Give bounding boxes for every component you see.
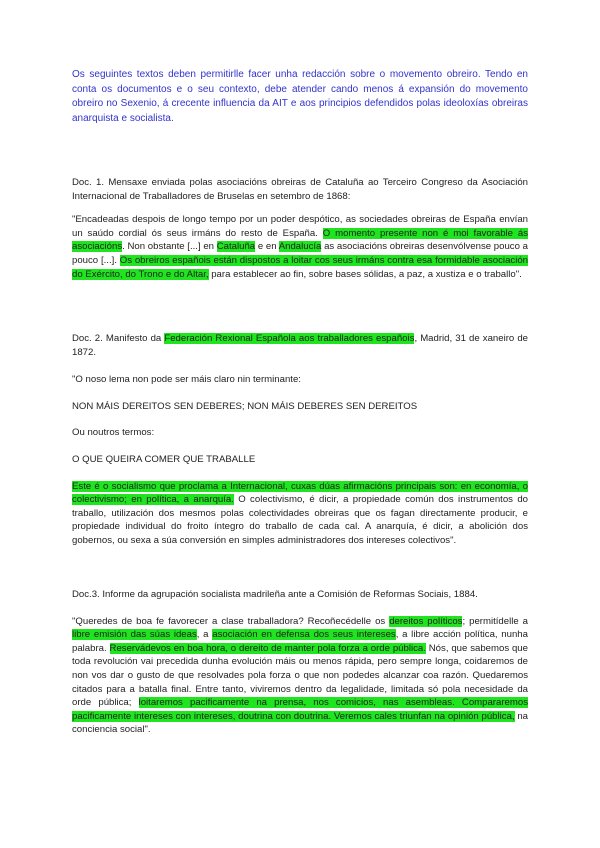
doc3-highlight: loitaremos pacificamente na prensa, nos comicios, nas asembleas. Compararemos pacificamente intereses con intereses, doutrina con doutrina. Veremos cales triunfan na opinión pública, [72,697,528,722]
doc3-highlight: dereitos políticos [389,615,463,627]
doc1-highlight: Os obreiros españois están dispostos a loitar cos seus irmáns contra esa formidable asociación do Exército, do Trono e do Altar, [72,254,528,280]
intro-paragraph: Os seguintes textos deben permitirlle facer unha redacción sobre o movemento obreiro. Tendo en conta os documentos e o seu contexto, debe atender cando menos á expansión do movemento obreiro no Sexenio, á crecente influencia da AIT e aos principios defendidos polas ideoloxías obreiras anarquista e socialista. [72,69,528,124]
doc1-segment: as asociacións obreiras desenvólvense pouco a pouco [...]. [72,241,528,266]
doc2-line-motto-intro: "O noso lema non pode ser máis claro nin terminante: [72,374,301,386]
doc2-title-segment: Doc. 2. Manifesto da [72,333,165,344]
doc3-segment: , a [196,629,213,641]
doc2-body [72,480,528,548]
doc3-highlight: libre emisión das súas ideas [72,629,197,641]
doc3-quote [72,615,528,737]
doc1-highlight: O momento presente non é moi favorable ás asociacións [72,227,528,253]
doc3-segment: Nós, que sabemos que toda revolución vai precedida dunha evolución máis ou menos rápida, pero sempre longa, coidaremos de non vos dar o gusto de que resolvades pola forza o que non podedes alcanzar coa razón. Quedaremos citados para a batalla final. Entre tanto, viviremos dentro da legalidade, limitada só pola necesidade da orde pública; [72,642,528,709]
doc2-line-other-terms: Ou noutros termos: [72,427,155,439]
doc1-highlight: Cataluña [216,241,256,253]
doc3-segment: na conciencia social". [72,710,528,736]
doc3-segment: , a libre acción política, nunha palabra. [72,629,528,654]
doc2-title-highlight: Federación Rexional Española aos traballadores españois [164,333,415,344]
doc2-highlight: Este é o socialismo que proclama a Internacional, cuxas dúas afirmacións principais son: en economía, o colectivismo; en política, a anarquía. [72,480,528,506]
doc3-highlight: Reservádevos en boa hora, o dereito de manter pola forza a orde pública. [109,642,426,654]
doc2-line-motto: NON MÁIS DEREITOS SEN DEBERES; NON MÁIS DEBERES SEN DEREITOS [72,400,418,412]
doc1-segment: "Encadeadas despois de longo tempo por un poder despótico, as sociedades obreiras de España envían un saúdo cordial ós seus irmáns do resto de España. [72,214,528,239]
doc1-segment: para establecer ao fin, sobre bases sólidas, a paz, a xustiza e o traballo". [208,268,522,280]
document-1 [72,176,528,281]
doc1-segment: e en [255,241,279,253]
doc2-line-slogan: O QUE QUEIRA COMER QUE TRABALLE [72,453,256,465]
doc3-title: Doc.3. Informe da agrupación socialista madrileña ante a Comisión de Reformas Sociais, 1884. [72,589,478,600]
doc1-title: Doc. 1. Mensaxe enviada polas asociacións obreiras de Cataluña ao Terceiro Congreso da Asociación Internacional de Traballadores de Bruselas en setembro de 1868: [72,177,528,202]
doc2-segment: O colectivismo, é dicir, a propiedade común dos instrumentos do traballo, utilización dos mesmos polas colectividades obreiras que os fagan directamente producir, e propiedade individual do froito íntegro do traballo de cada cal. A anarquía, é dicir, a abolición dos gobernos, ou sexa a súa conversión en simples administradores dos intereses colectivos". [72,494,528,546]
doc1-highlight: Andalucía [278,241,322,253]
doc3-segment: "Queredes de boa fe favorecer a clase traballadora? Recoñecédelle os [72,615,390,627]
doc3-highlight: asociación en defensa dos seus intereses [212,629,396,641]
document-3 [72,588,528,737]
doc2-title-segment: , Madrid, 31 de xaneiro de 1872. [72,333,528,358]
doc1-quote [72,213,528,281]
doc1-segment: . Non obstante [...] en [122,241,217,253]
document-2 [72,332,528,548]
doc2-title [72,332,528,359]
doc3-segment: ; permitídelle a [462,615,529,627]
